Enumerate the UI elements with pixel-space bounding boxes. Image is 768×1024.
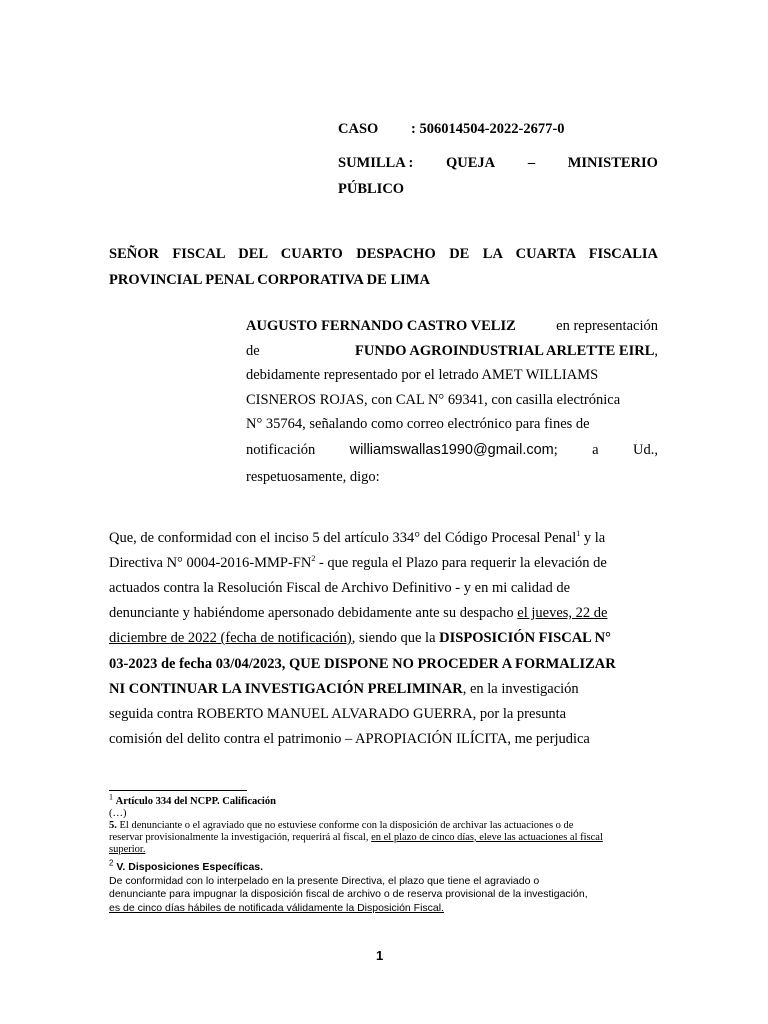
footnote-1-title-line [109, 792, 658, 808]
intro-text-6b: ; [553, 442, 558, 459]
intro-text-5: N° 35764, señalando como correo electrónico para fines de [246, 416, 590, 432]
sumilla-label: SUMILLA : [338, 155, 414, 171]
intro-paragraph [246, 314, 658, 489]
footnote-1-title: Artículo 334 del NCPP. Calificación [115, 796, 276, 807]
addressee [109, 241, 658, 293]
sumilla-publico: PÚBLICO [338, 181, 405, 197]
sumilla-row [338, 155, 658, 172]
body-line-8 [109, 706, 658, 723]
body-line-2 [109, 555, 658, 572]
intro-line-5 [246, 412, 658, 437]
footnote-1 [109, 792, 658, 856]
company-name: FUNDO AGROINDUSTRIAL ARLETTE EIRL, [355, 342, 658, 359]
sumilla-queja: QUEJA [446, 155, 496, 171]
footnote-2-text-3: es de cinco días hábiles de notificada válidamente la Disposición Fiscal. [109, 901, 445, 914]
body-text-4a: denunciante y habiéndome apersonado debidamente ante su despacho [109, 605, 518, 621]
intro-line-2 [246, 339, 658, 364]
footnote-1-text-2u: en el plazo de cinco días, eleve las actuaciones al fiscal [371, 832, 603, 843]
footnote-1-line-1 [109, 820, 658, 832]
body-text-6: 03-2023 de fecha 03/04/2023, QUE DISPONE NO PROCEDER A FORMALIZAR [109, 656, 616, 672]
notification-date-part-1: el jueves, 22 de [517, 605, 608, 621]
email-link[interactable]: williamswallas1990@gmail.com [349, 442, 554, 459]
intro-line-4 [246, 388, 658, 413]
footnote-2 [109, 858, 658, 915]
intro-line-7: respetuosamente, digo: [246, 468, 380, 485]
body-text-8: seguida contra ROBERTO MANUEL ALVARADO GUERRA, por la presunta [109, 706, 567, 722]
addressee-line-1: SEÑOR FISCAL DEL CUARTO DESPACHO DE LA CUARTA FISCALIA [109, 246, 658, 262]
body-text-2a: Directiva N° 0004-2016-MMP-FN [109, 555, 312, 571]
intro-text-3: debidamente representado por el letrado AMET WILLIAMS [246, 367, 599, 383]
sumilla-dash: – [527, 155, 536, 171]
footnote-ref-1[interactable]: 1 [576, 529, 581, 539]
footnote-1-ellipsis: (…) [109, 808, 127, 819]
disposicion-fiscal-label: DISPOSICIÓN FISCAL N° [439, 630, 611, 646]
footnote-1-item-number: 5. [109, 820, 117, 831]
footnote-1-text-3: superior. [109, 844, 146, 855]
body-text-1a: Que, de conformidad con el inciso 5 del artículo 334° del Código Procesal Penal [109, 530, 577, 546]
footnote-separator [109, 790, 247, 791]
caso-label: CASO [338, 121, 379, 137]
notification-date-part-2: diciembre de 2022 (fecha de notificación) [109, 630, 352, 646]
footnote-2-number: 2 [109, 858, 114, 868]
footnote-2-text-1: De conformidad con lo interpelado en la presente Directiva, el plazo que tiene el agraviado o [109, 874, 540, 887]
body-paragraph [109, 530, 658, 760]
intro-line-3 [246, 363, 658, 388]
body-line-6 [109, 656, 658, 673]
footnote-2-title: V. Disposiciones Específicas. [116, 861, 264, 873]
body-text-7b: , en la investigación [462, 681, 579, 697]
footnote-ref-2[interactable]: 2 [311, 554, 316, 564]
footnote-2-line-1 [109, 875, 658, 889]
body-line-5 [109, 630, 658, 647]
body-line-7 [109, 681, 658, 698]
footnote-1-number: 1 [109, 792, 113, 802]
body-line-1 [109, 530, 658, 547]
intro-line-6 [246, 437, 658, 465]
intro-line-1 [246, 314, 658, 339]
body-text-1b: y la [580, 530, 606, 546]
addressee-line-2: PROVINCIAL PENAL CORPORATIVA DE LIMA [109, 272, 430, 288]
intro-text-6a: notificación [246, 442, 316, 459]
caso-value: : 506014504-2022-2677-0 [411, 121, 565, 137]
body-line-9 [109, 731, 658, 748]
intro-text-1: en representación [556, 318, 658, 334]
body-text-9: comisión del delito contra el patrimonio – APROPIACIÓN ILÍCITA, me perjudica [109, 731, 590, 747]
footnote-2-text-2: denunciante para impugnar la disposición fiscal de archivo o de reserva provisional de la investigación, [109, 888, 588, 900]
intro-text-2: de [246, 342, 260, 359]
sumilla-ministerio: MINISTERIO [567, 155, 658, 171]
intro-text-6c: a [592, 442, 599, 459]
footnote-1-text-1: El denunciante o el agraviado que no estuviese conforme con la disposición de archivar las actuaciones o de [119, 820, 574, 831]
body-text-2b: - que regula el Plazo para requerir la elevación de [315, 555, 607, 571]
representative-name: AUGUSTO FERNANDO CASTRO VELIZ [246, 318, 516, 334]
footnote-1-line-2 [109, 832, 658, 844]
footnote-2-line-2 [109, 888, 658, 902]
footnote-1-text-2a: reservar provisionalmente la investigación, requerirá al fiscal, [109, 832, 372, 843]
body-line-4 [109, 605, 658, 622]
page-number: 1 [376, 948, 384, 963]
footnote-2-title-line [109, 858, 658, 875]
intro-text-4: CISNEROS ROJAS, con CAL N° 69341, con casilla electrónica [246, 391, 621, 408]
body-text-7-bold: NI CONTINUAR LA INVESTIGACIÓN PRELIMINAR [109, 681, 463, 697]
body-text-5b: , siendo que la [351, 630, 440, 646]
body-line-3 [109, 580, 658, 597]
intro-text-6d: Ud., [633, 442, 658, 459]
company-name-text: FUNDO AGROINDUSTRIAL ARLETTE EIRL [355, 342, 655, 359]
body-text-3: actuados contra la Resolución Fiscal de Archivo Definitivo - y en mi calidad de [109, 580, 571, 596]
